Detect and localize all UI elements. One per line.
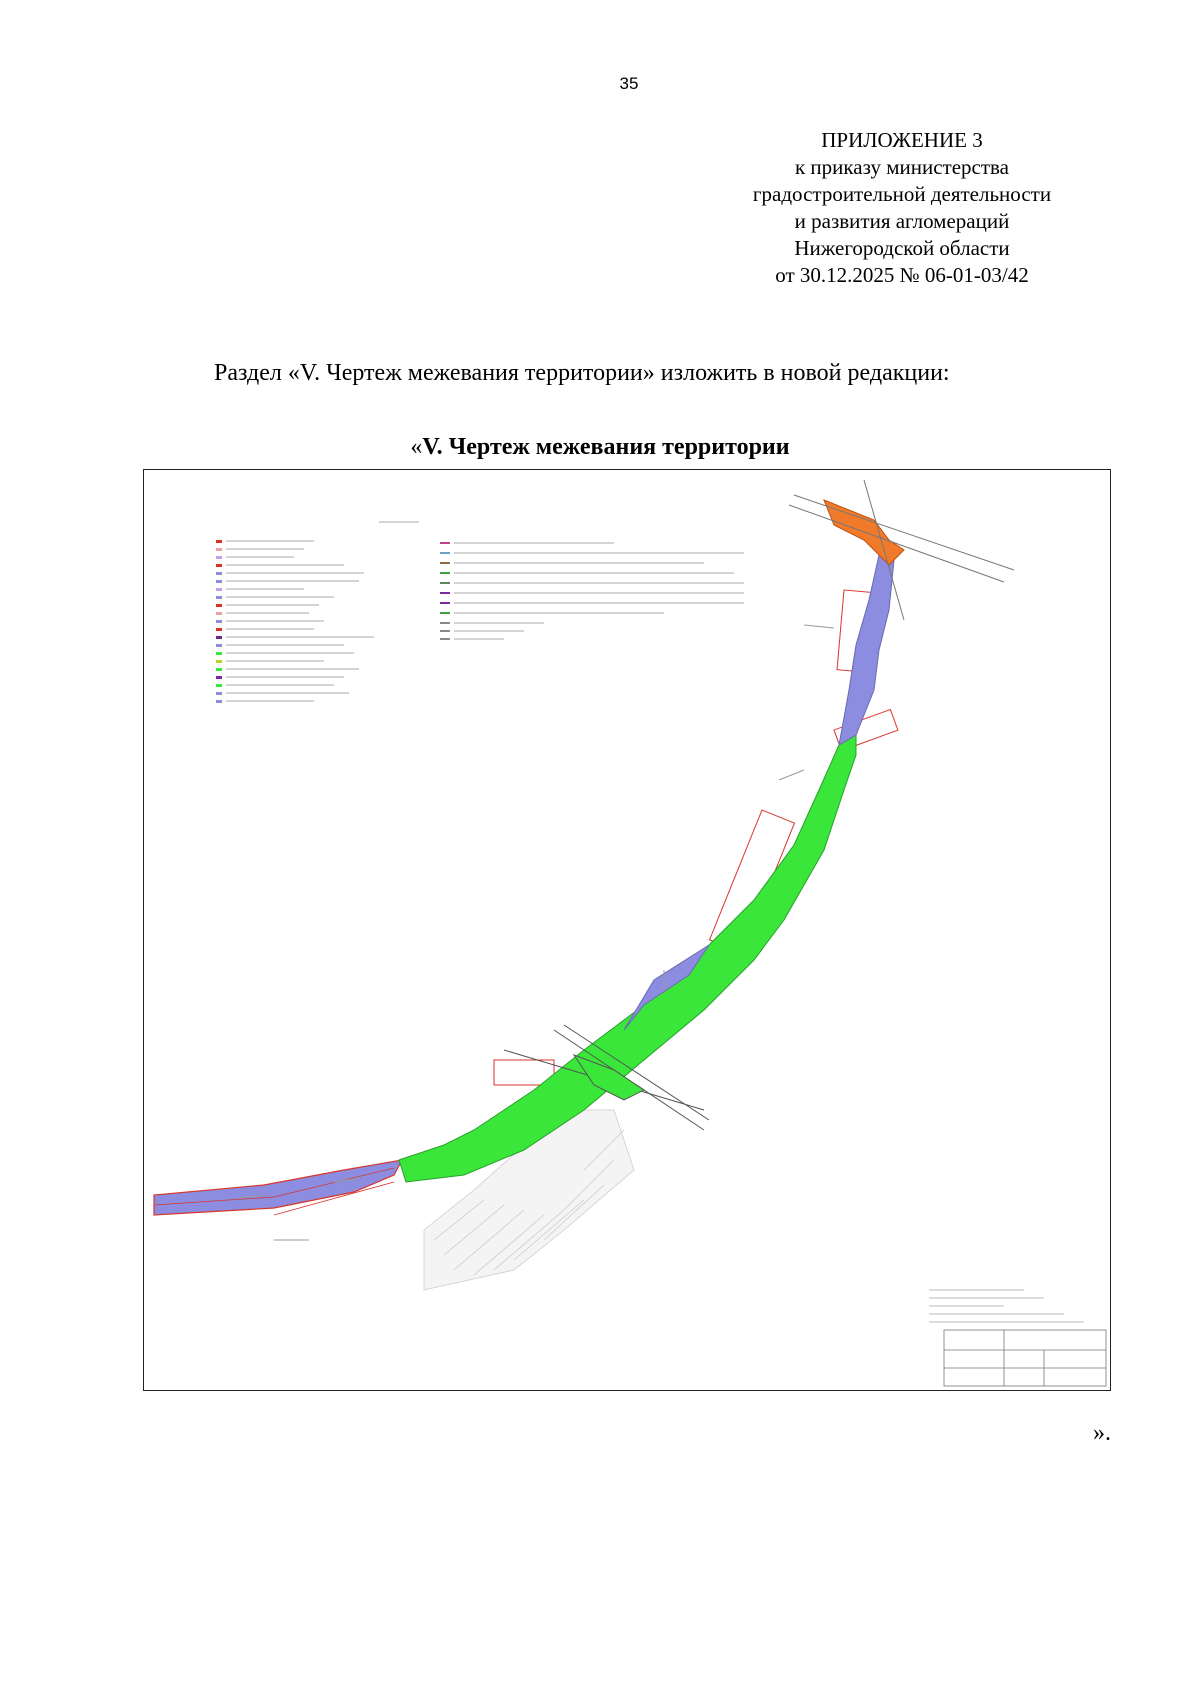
- drawing-frame: [143, 469, 1111, 1391]
- notes-block: [929, 1290, 1084, 1322]
- land-survey-drawing: [144, 470, 1109, 1389]
- appendix-line: и развития агломераций: [794, 209, 1010, 233]
- legend-left-text: [226, 522, 419, 701]
- route-green-zone: [399, 735, 856, 1182]
- drawing-title: [0, 434, 1200, 461]
- open-quote: «: [410, 434, 423, 460]
- legend-left: [216, 540, 222, 703]
- appendix-date-number: от 30.12.2025 № 06-01-03/42: [775, 263, 1029, 287]
- title-block: [944, 1330, 1106, 1386]
- appendix-title: ПРИЛОЖЕНИЕ 3: [821, 128, 983, 152]
- closing-quote: ».: [1093, 1420, 1111, 1446]
- section-statement: Раздел «V. Чертеж межевания территории» изложить в новой редакции:: [214, 360, 950, 386]
- appendix-line: Нижегородской области: [794, 236, 1010, 260]
- drawing-title-text: V. Чертеж межевания территории: [422, 434, 790, 460]
- route-blue-west: [154, 1160, 402, 1215]
- appendix-line: градостроительной деятельности: [752, 182, 1052, 206]
- page-number: 35: [619, 74, 639, 93]
- route-blue-north: [839, 555, 894, 745]
- appendix-block: [692, 127, 1112, 289]
- legend-middle: [440, 542, 744, 640]
- appendix-line: к приказу министерства: [794, 155, 1010, 179]
